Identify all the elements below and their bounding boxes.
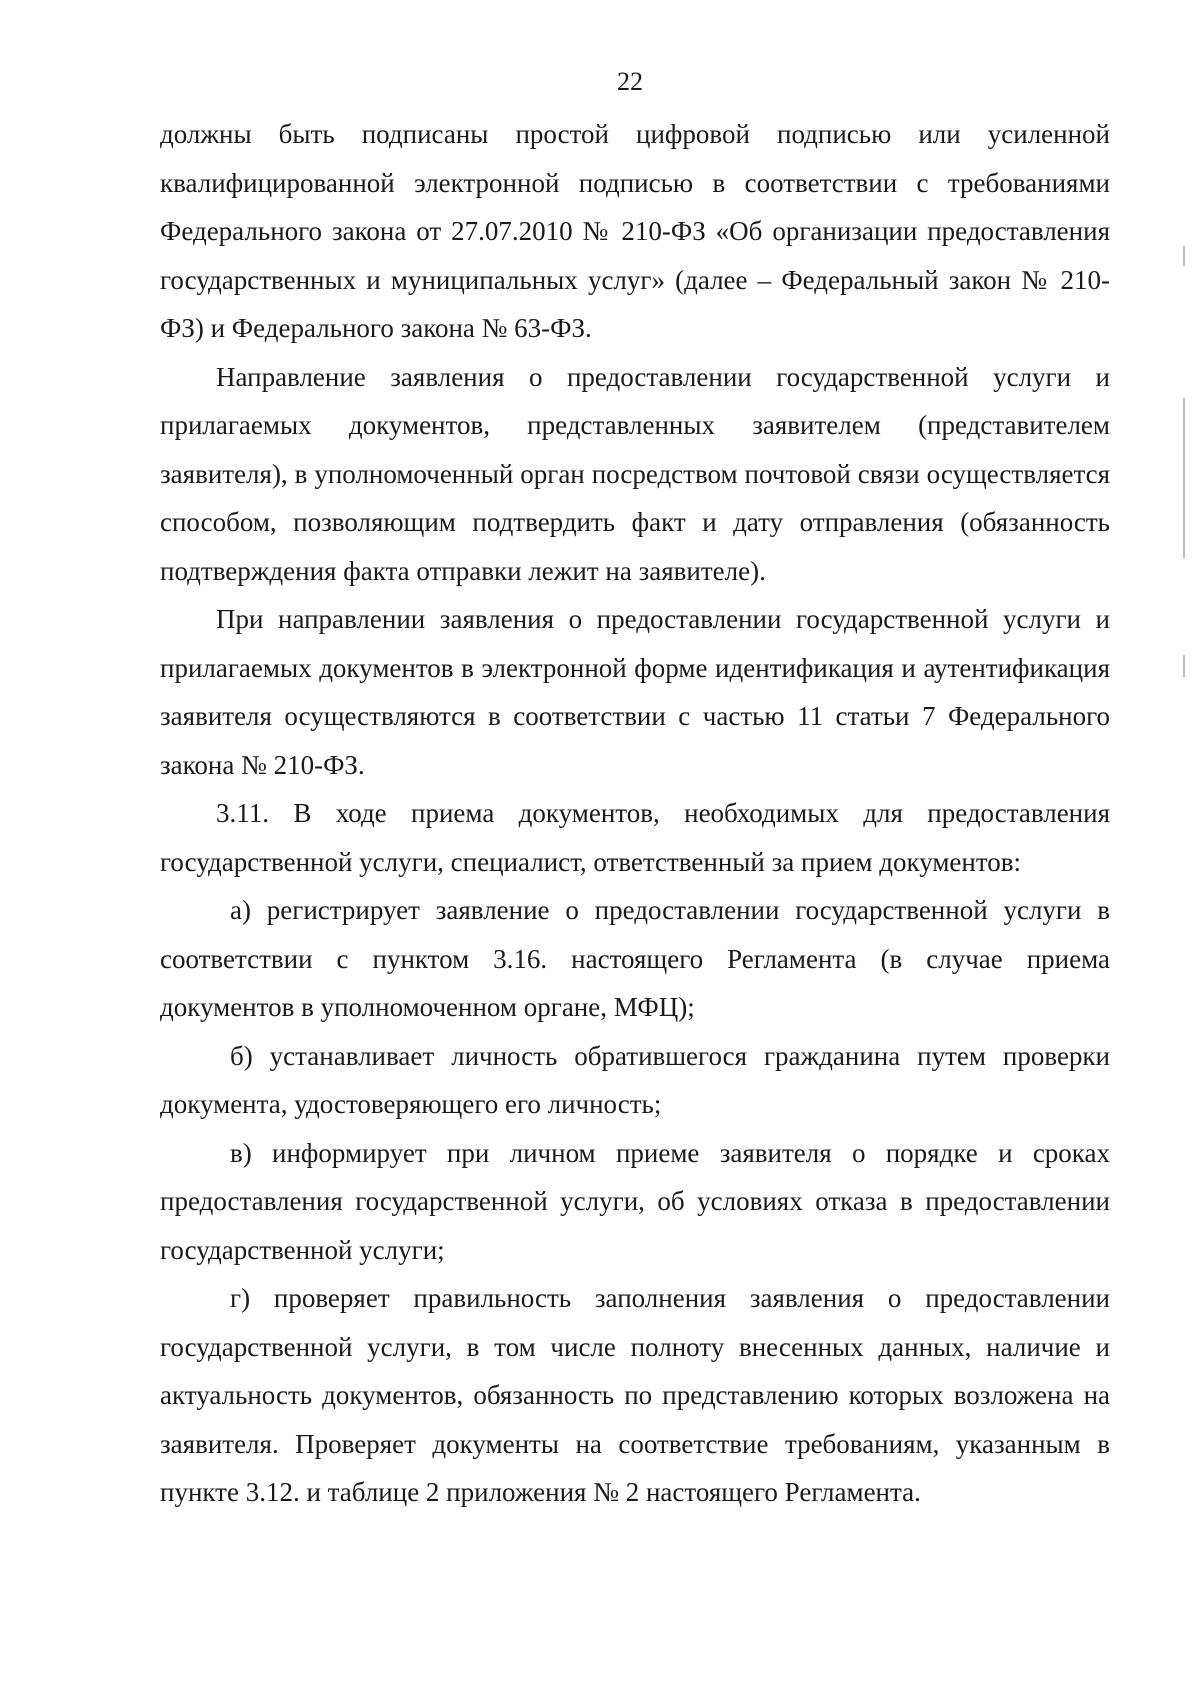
paragraph-section-3-11: 3.11. В ходе приема документов, необходимых для предоставления государственной услуги, специалист, ответственный за прием документов:: [160, 798, 1110, 877]
document-body: [160, 110, 1110, 1517]
scan-edge-mark: [1183, 246, 1185, 266]
list-item-v: в) информирует при личном приеме заявителя о порядке и сроках предоставления государственной услуги, об условиях отказа в предоставлении государственной услуги;: [160, 1137, 1110, 1265]
scan-edge-mark: [1183, 398, 1185, 558]
page-number: 22: [617, 67, 643, 96]
paragraph-postal-submission: Направление заявления о предоставлении государственной услуги и прилагаемых документов, представленных заявителем (представителем заявителя), в уполномоченный орган посредством почтовой связи осуществляется способом, позволяющим подтвердить факт и дату отправления (обязанность подтверждения факта отправки лежит на заявителе).: [160, 361, 1110, 586]
list-item-g: г) проверяет правильность заполнения заявления о предоставлении государственной услуги, в том числе полноту внесенных данных, наличие и актуальность документов, обязанность по представлению которых возложена на заявителя. Проверяет документы на соответствие требованиям, указанным в пункте 3.12. и таблице 2 приложения № 2 настоящего Регламента.: [160, 1283, 1110, 1507]
scan-edge-mark: [1183, 655, 1185, 677]
paragraph-continuation: должны быть подписаны простой цифровой подписью или усиленной квалифицированной электронной подписью в соответствии с требованиями Федерального закона от 27.07.2010 № 210-ФЗ «Об организации предоставления государственных и муниципальных услуг» (далее – Федеральный закон № 210-ФЗ) и Федерального закона № 63-ФЗ.: [160, 119, 1110, 343]
paragraph-electronic-submission: При направлении заявления о предоставлении государственной услуги и прилагаемых документов в электронной форме идентификация и аутентификация заявителя осуществляются в соответствии с частью 11 статьи 7 Федерального закона № 210-ФЗ.: [160, 604, 1110, 780]
list-item-b: б) устанавливает личность обратившегося гражданина путем проверки документа, удостоверяющего его личность;: [160, 1040, 1110, 1119]
list-item-a: а) регистрирует заявление о предоставлении государственной услуги в соответствии с пунктом 3.16. настоящего Регламента (в случае приема документов в уполномоченном органе, МФЦ);: [160, 895, 1110, 1022]
